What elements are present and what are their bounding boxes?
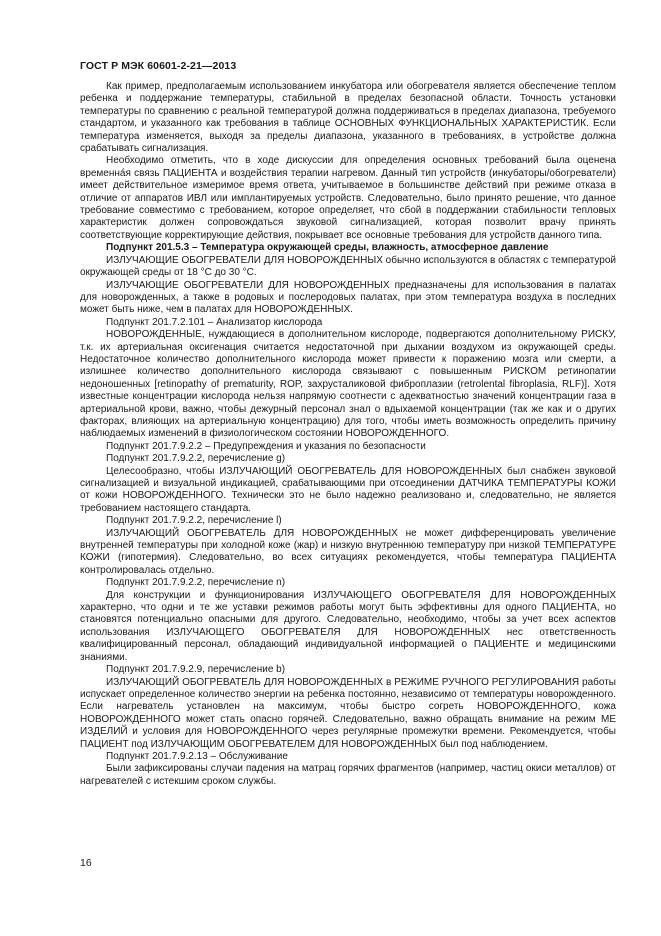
paragraph: Были зафиксированы случаи падения на матрац горячих фрагментов (например, частиц окиси металлов) от нагревателей с истекшим сроком службы. — [80, 763, 616, 787]
paragraph: ИЗЛУЧАЮЩИЕ ОБОГРЕВАТЕЛИ ДЛЯ НОВОРОЖДЕННЫХ предназначены для использования в палатах для новорожденных, а также в родовых и послеродовых палатах, при этом температура воздуха в последних может быть ниже, чем в палатах для НОВОРОЖДЕННЫХ. — [80, 279, 616, 316]
subclause-heading: Подпункт 201.7.9.2.2, перечисление l) — [106, 515, 282, 527]
subclause-heading: Подпункт 201.7.9.2.2, перечисление g) — [106, 453, 286, 465]
paragraph: НОВОРОЖДЕННЫЕ, нуждающиеся в дополнительном кислороде, подвергаются дополнительному РИСКУ, т.к. их артериальная оксигенация считается недостаточной при дыхании воздухом из окружающей среды. Недостаточное количество дополнительного кислорода может привести к поражению мозга или смерти, а излишнее количество дополнительного кислорода связывают с повышенным РИСКОМ ретинопатии недоношенных [retinopathy of prematurity, ROP, захрусталиковой фиброплазии (retrolental fibroplasia, RLF)]. Хотя известные концентрации кислорода нельзя напрямую соотнести с адекватностью значений концентрации газа в артериальной крови, важно, чтобы дежурный персонал знал о вдыхаемой концентрации (так же как и о других факторах, влияющих на артериальную концентрацию) для того, чтобы иметь возможность определить причину наблюдаемых изменений в физиологическом состоянии НОВОРОЖДЕННОГО. — [80, 329, 616, 440]
subclause-heading: Подпункт 201.7.2.101 – Анализатор кислорода — [106, 316, 323, 328]
subclause-heading: Подпункт 201.7.9.2.2, перечисление n) — [106, 577, 286, 589]
document-header: ГОСТ Р МЭК 60601-2-21—2013 — [80, 60, 237, 72]
paragraph: Необходимо отметить, что в ходе дискуссии для определения основных требований была оценена временна́я связь ПАЦИЕНТА и воздействия терапии нагревом. Данный тип устройств (инкубаторы/обогреватели) имеет действительное измеримое время ответа, учитываемое в большинстве действий при режиме отказа в отличие от аппаратов ИВЛ или имплантируемых устройств. Следовательно, было принято решение, что данное требование совместимо с требованием, которое определяет, что сбой в поддержании стабильности тепловых характеристик должен сопровождаться звуковой сигнализацией, которая позволит врачу принять соответствующие корректирующие действия, покрывает все основные требования для устройств данного типа. — [80, 155, 616, 241]
paragraph: Для конструкции и функционирования ИЗЛУЧАЮЩЕГО ОБОГРЕВАТЕЛЯ ДЛЯ НОВОРОЖДЕННЫХ характерно, что одни и те же уставки режимов работы могут быть эффективны для одного ПАЦИЕНТА, но становятся потенциально опасными для другого. Следовательно, необходимо, чтобы за учет всех аспектов использования ИЗЛУЧАЮЩЕГО ОБОГРЕВАТЕЛЯ ДЛЯ НОВОРОЖДЕННЫХ нес ответственность квалифицированный персонал, обладающий индивидуальной информацией о ПАЦИЕНТЕ и медицинскими знаниями. — [80, 589, 616, 663]
subclause-heading: Подпункт 201.7.9.2.13 – Обслуживание — [106, 750, 288, 762]
page-number: 16 — [80, 857, 92, 869]
subclause-heading: Подпункт 201.5.3 – Температура окружающей среды, влажность, атмосферное давление — [106, 242, 549, 254]
document-body — [80, 81, 616, 788]
paragraph: ИЗЛУЧАЮЩИЙ ОБОГРЕВАТЕЛЬ ДЛЯ НОВОРОЖДЕННЫХ не может дифференцировать увеличение внутренней температуры при холодной коже (жар) и низкую внутреннюю температуру при низкой ТЕМПЕРАТУРЕ КОЖИ (гипотермия). Следовательно, во всех ситуациях рекомендуется, чтобы температура ПАЦИЕНТА контролировалась отдельно. — [80, 527, 616, 576]
subclause-heading: Подпункт 201.7.9.2.2 – Предупреждения и указания по безопасности — [106, 440, 426, 452]
paragraph: ИЗЛУЧАЮЩИЕ ОБОГРЕВАТЕЛИ ДЛЯ НОВОРОЖДЕННЫХ обычно используются в областях с температурой окружающей среды от 18 °С до 30 °С. — [80, 254, 616, 279]
paragraph: Как пример, предполагаемым использованием инкубатора или обогревателя является обеспечение теплом ребенка и поддержание температуры, стабильной в пределах безопасной области. Точность установки температуры по сравнению с реальной температурой должна поддерживаться в пределах диапазона, требуемого стандартом, и указанного как требования в таблице ОСНОВНЫХ ФУНКЦИОНАЛЬНЫХ ХАРАКТЕРИСТИК. Если температура изменяется, выходя за пределы диапазона, указанного в требованиях, в устройстве должна срабатывать сигнализация. — [80, 81, 616, 155]
paragraph: ИЗЛУЧАЮЩИЙ ОБОГРЕВАТЕЛЬ ДЛЯ НОВОРОЖДЕННЫХ в РЕЖИМЕ РУЧНОГО РЕГУЛИРОВАНИЯ работы испускает определенное количество энергии на ребенка постоянно, независимо от температуры новорожденного. Если нагреватель установлен на максимум, чтобы быстро согреть НОВОРОЖДЕННОГО, кожа НОВОРОЖДЕННОГО может стать опасно горячей. Следовательно, важно обращать внимание на режим МЕ ИЗДЕЛИЙ и условия для НОВОРОЖДЕННОГО через регулярные промежутки времени. Рекомендуется, чтобы ПАЦИЕНТ под ИЗЛУЧАЮЩИМ ОБОГРЕВАТЕЛЕМ ДЛЯ НОВОРОЖДЕННЫХ был под наблюдением. — [80, 676, 616, 750]
subclause-heading: Подпункт 201.7.9.2.9, перечисление b) — [106, 664, 286, 676]
paragraph: Целесообразно, чтобы ИЗЛУЧАЮЩИЙ ОБОГРЕВАТЕЛЬ ДЛЯ НОВОРОЖДЕННЫХ был снабжен звуковой сигнализацией и визуальной индикацией, срабатывающими при отсоединении ДАТЧИКА ТЕМПЕРАТУРЫ КОЖИ от кожи НОВОРОЖДЕННОГО. Технически это не было надежно реализовано и, следовательно, не является требованием настоящего стандарта. — [80, 465, 616, 514]
